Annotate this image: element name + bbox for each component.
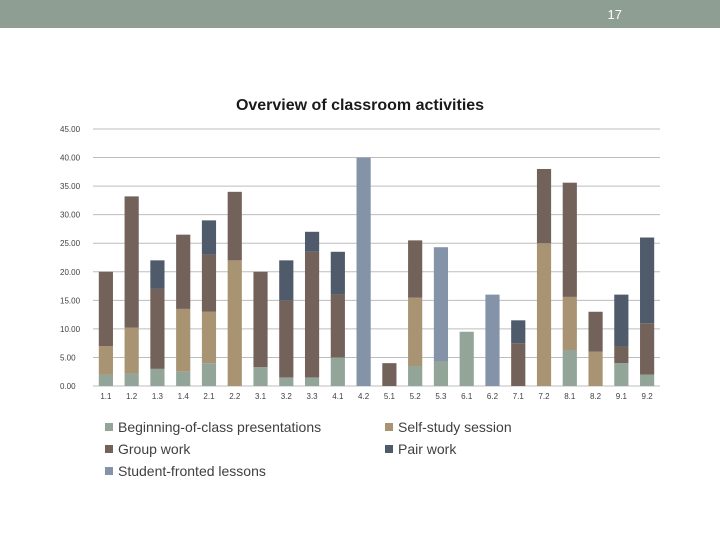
bar-segment-4-1-s3 <box>331 252 345 295</box>
legend-label: Group work <box>118 441 191 457</box>
bar-segment-6-2-s4 <box>485 295 499 386</box>
bar-segment-1-1-s2 <box>99 272 113 346</box>
legend-item-self-study <box>385 418 665 436</box>
x-tick-label: 8.2 <box>590 392 602 401</box>
bar-segment-7-2-s2 <box>537 169 551 243</box>
legend-label: Pair work <box>398 441 457 457</box>
y-tick-label: 0.00 <box>60 382 76 391</box>
y-tick-label: 15.00 <box>60 296 81 306</box>
legend-swatch <box>105 467 113 475</box>
x-tick-label: 2.2 <box>229 392 241 401</box>
x-tick-label: 1.3 <box>151 392 163 401</box>
bar-segment-8-2-s1 <box>588 352 602 386</box>
x-tick-label: 9.2 <box>641 392 653 401</box>
bar-segment-9-2-s2 <box>640 323 654 374</box>
bar-segment-5-1-s2 <box>382 363 396 386</box>
legend-item-student-fronted <box>105 462 385 480</box>
legend-swatch <box>105 423 113 431</box>
bar-segment-3-3-s0 <box>305 377 319 386</box>
x-tick-label: 8.1 <box>564 392 576 401</box>
x-tick-label: 7.1 <box>512 392 524 401</box>
x-tick-label: 3.2 <box>280 392 292 401</box>
chart-title: Overview of classroom activities <box>235 97 485 114</box>
x-tick-label: 3.1 <box>254 392 267 401</box>
slide-number: 17 <box>607 7 622 22</box>
x-tick-label: 5.3 <box>435 392 447 401</box>
chart-legend <box>105 418 665 480</box>
x-axis <box>100 392 653 401</box>
legend-swatch <box>385 423 393 431</box>
y-tick-label: 40.00 <box>60 153 81 163</box>
bar-segment-9-1-s2 <box>614 346 628 363</box>
y-tick-label: 30.00 <box>60 210 81 220</box>
x-tick-label: 1.1 <box>100 392 112 401</box>
bar-segment-7-1-s3 <box>511 320 525 343</box>
legend-item-pair-work <box>385 440 665 458</box>
x-tick-label: 1.2 <box>126 392 138 401</box>
bar-segment-7-2-s1 <box>537 243 551 386</box>
y-tick-label: 10.00 <box>60 324 81 334</box>
x-tick-label: 2.1 <box>203 392 215 401</box>
legend-label: Self-study session <box>398 419 512 435</box>
bar-segment-7-1-s2 <box>511 343 525 386</box>
bar-segment-1-2-s2 <box>125 196 139 327</box>
y-tick-label: 5.00 <box>60 353 76 363</box>
bar-segment-3-2-s2 <box>279 300 293 377</box>
x-tick-label: 4.2 <box>358 392 370 401</box>
bar-segment-3-1-s2 <box>253 272 267 367</box>
bar-segment-1-1-s1 <box>99 346 113 375</box>
legend-swatch <box>385 445 393 453</box>
bar-segment-1-2-s1 <box>125 328 139 374</box>
bar-segment-5-3-s0 <box>434 361 448 386</box>
bar-segment-5-2-s1 <box>408 297 422 366</box>
bar-segment-3-3-s2 <box>305 252 319 378</box>
bar-segment-5-2-s2 <box>408 240 422 297</box>
bar-segment-8-1-s2 <box>563 183 577 297</box>
x-tick-label: 9.1 <box>615 392 627 401</box>
bar-segment-4-1-s2 <box>331 295 345 358</box>
bar-segment-5-3-s4 <box>434 247 448 361</box>
y-tick-label: 20.00 <box>60 267 81 277</box>
legend-label: Beginning-of-class presentations <box>118 419 322 435</box>
bar-segment-1-1-s0 <box>99 375 113 386</box>
legend-item-beginning <box>105 418 385 436</box>
bar-segment-8-1-s0 <box>563 350 577 386</box>
bar-segment-1-3-s0 <box>150 369 164 386</box>
bar-segment-9-2-s3 <box>640 238 654 324</box>
bar-segment-6-1-s0 <box>460 332 474 386</box>
y-tick-label: 45.00 <box>60 125 81 134</box>
bar-segment-1-2-s0 <box>125 373 139 386</box>
bar-segment-2-2-s1 <box>228 260 242 386</box>
bar-segment-2-2-s2 <box>228 192 242 261</box>
bar-segment-4-2-s4 <box>357 158 371 386</box>
x-tick-label: 6.1 <box>461 392 473 401</box>
bar-segment-1-3-s3 <box>150 260 164 289</box>
bar-segment-9-2-s0 <box>640 375 654 386</box>
x-tick-label: 7.2 <box>538 392 550 401</box>
legend-swatch <box>105 445 113 453</box>
y-axis <box>60 125 81 391</box>
x-tick-label: 3.3 <box>306 392 318 401</box>
y-tick-label: 35.00 <box>60 182 81 192</box>
bar-segment-2-1-s2 <box>202 255 216 312</box>
x-tick-label: 5.1 <box>383 392 395 401</box>
legend-label: Student-fronted lessons <box>118 463 266 479</box>
x-tick-label: 1.4 <box>177 392 189 401</box>
y-tick-label: 25.00 <box>60 239 81 249</box>
bar-segment-2-1-s0 <box>202 363 216 386</box>
bar-segment-4-1-s0 <box>331 357 345 386</box>
bar-segment-3-1-s0 <box>253 367 267 386</box>
bar-segment-8-2-s2 <box>588 312 602 352</box>
bar-segment-2-1-s3 <box>202 220 216 254</box>
bar-segment-9-1-s0 <box>614 363 628 386</box>
bar-segment-1-4-s2 <box>176 235 190 309</box>
bar-segment-1-4-s0 <box>176 372 190 386</box>
x-tick-label: 5.2 <box>409 392 421 401</box>
legend-item-group-work <box>105 440 385 458</box>
bar-segment-3-2-s0 <box>279 377 293 386</box>
x-tick-label: 6.2 <box>486 392 499 401</box>
bar-segment-3-2-s3 <box>279 260 293 300</box>
bar-segment-8-1-s1 <box>563 297 577 350</box>
bar-segment-1-3-s2 <box>150 289 164 369</box>
bar-segment-1-4-s1 <box>176 309 190 372</box>
bar-segment-5-2-s0 <box>408 366 422 386</box>
bar-segment-3-3-s3 <box>305 232 319 252</box>
x-tick-label: 4.1 <box>332 392 344 401</box>
bar-segment-9-1-s3 <box>614 295 628 346</box>
bar-segment-2-1-s1 <box>202 312 216 363</box>
